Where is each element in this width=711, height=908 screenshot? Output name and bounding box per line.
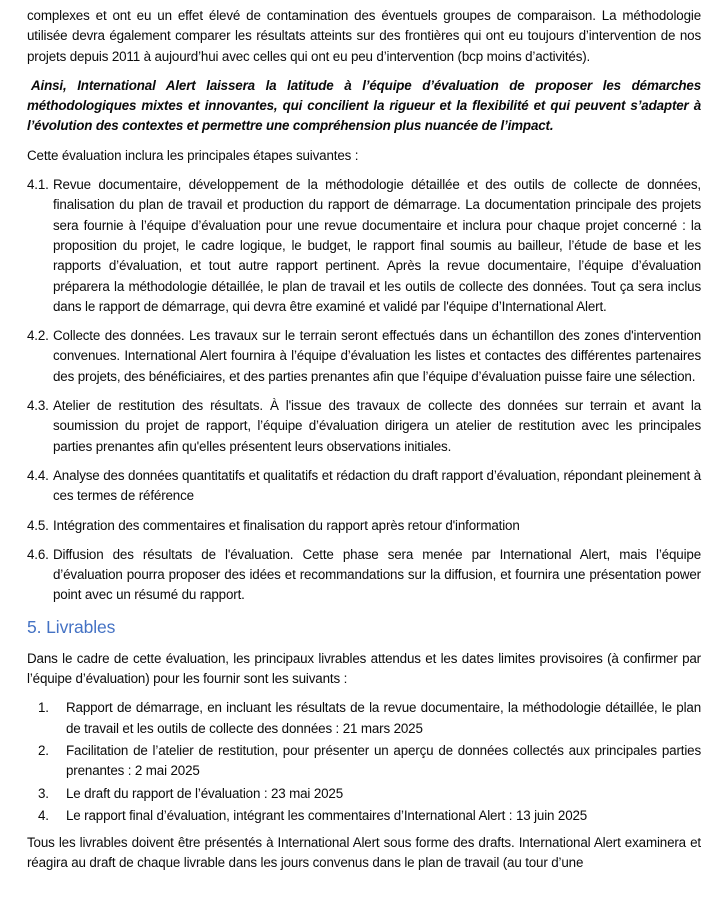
step-text: Collecte des données. Les travaux sur le terrain seront effectués dans un échantillon des zones d'intervention convenues. International Alert fournira à l’équipe d’évaluation les listes et contactes des différentes partenaires des projets, des bénéficiaires, et des parties prenantes afin que l’équipe d’évaluation puisse faire une sélection. (53, 328, 701, 384)
section-heading-livrables: 5. Livrables (27, 616, 116, 637)
step-number: 4.6. (27, 546, 49, 562)
step-item-4-6 (27, 545, 701, 606)
deliverable-number: 1. (38, 700, 49, 716)
step-text: Diffusion des résultats de l'évaluation. Cette phase sera menée par International Alert, mais l’équipe d’évaluation pourra proposer des idées et recommandations sur la diffusion, et fournira une présentation power point avec un résumé du rapport. (53, 546, 701, 603)
step-number: 4.4. (27, 467, 49, 483)
steps-list (27, 175, 701, 606)
deliverable-item-1 (38, 698, 701, 739)
step-text: Intégration des commentaires et finalisation du rapport après retour d'information (53, 517, 520, 533)
paragraph-deliverables-lead: Dans le cadre de cette évaluation, les principaux livrables attendus et les dates limites provisoires (à confirmer par l’équipe d’évaluation) pour les fournir sont les suivants : (27, 650, 701, 687)
deliverable-item-2 (38, 741, 701, 782)
paragraph-closing: Tous les livrables doivent être présentés à International Alert sous forme des drafts. International Alert examinera et réagira au draft de chaque livrable dans les jours convenus dans le plan de travail (au tour d’une (27, 835, 701, 871)
deliverable-text: Rapport de démarrage, en incluant les résultats de la revue documentaire, la méthodologie détaillée, le plan de travail et les outils de collecte des données : 21 mars 2025 (66, 700, 701, 736)
step-number: 4.3. (27, 398, 49, 414)
step-item-4-5 (27, 516, 701, 536)
step-item-4-2 (27, 326, 701, 387)
step-number: 4.2. (27, 328, 49, 344)
deliverable-number: 4. (38, 807, 49, 823)
step-item-4-1 (27, 175, 701, 317)
step-item-4-4 (27, 466, 701, 507)
paragraph-methodology: complexes et ont eu un effet élevé de contamination des éventuels groupes de comparaison. La méthodologie utilisée devra également comparer les résultats atteints sur des frontières qui ont eu toujours d’intervention de nos projets depuis 2011 à aujourd’hui avec celles qui ont eu peu d’intervention (bcp moins d’activités). (27, 8, 701, 64)
step-number: 4.5. (27, 517, 49, 533)
step-text: Revue documentaire, développement de la méthodologie détaillée et des outils de collecte de données, finalisation du plan de travail et production du rapport de démarrage. La documentation principale des projets sera fournie à l’équipe d’évaluation pour une revue documentaire et inclura pour chaque projet concerné : la proposition du projet, le cadre logique, le budget, le rapport final soumis au bailleur, l’étude de base et les rapports d’évaluation, et tout autre rapport pertinent. Après la revue documentaire, l’équipe d’évaluation préparera la méthodologie détaillée, le plan de travail et les outils de collecte des données. Tout ça sera inclus dans le rapport de démarrage, qui devra être examiné et validé par l'équipe d’International Alert. (53, 177, 701, 314)
deliverable-item-4 (38, 806, 701, 826)
step-text: Atelier de restitution des résultats. À l'issue des travaux de collecte des données sur terrain et avant la soumission du projet de rapport, l’équipe d’évaluation dirigera un atelier de restitution avec les principales parties prenantes afin qu'elles présentent leurs observations initiales. (53, 398, 701, 454)
paragraph-steps-lead: Cette évaluation inclura les principales étapes suivantes : (27, 147, 359, 163)
deliverable-text: Le draft du rapport de l’évaluation : 23 mai 2025 (66, 785, 344, 801)
deliverable-number: 2. (38, 742, 49, 758)
step-text: Analyse des données quantitatifs et qualitatifs et rédaction du draft rapport d’évaluation, répondant pleinement à ces termes de référence (53, 467, 701, 504)
deliverable-text: Le rapport final d’évaluation, intégrant les commentaires d’International Alert : 13 juin 2025 (66, 807, 588, 823)
deliverable-text: Facilitation de l’atelier de restitution, pour présenter un aperçu de données collectés aux principales parties prenantes : 2 mai 2025 (66, 742, 701, 779)
step-item-4-3 (27, 396, 701, 457)
deliverable-number: 3. (38, 785, 49, 801)
paragraph-emphasis-alert: Ainsi, International Alert laissera la latitude à l’équipe d’évaluation de proposer les démarches méthodologiques mixtes et innovantes, qui concilient la rigueur et la flexibilité et qui peuvent s’adapter à l’évolution des contextes et permettre une compréhension plus nuancée de l’impact. (27, 77, 701, 134)
step-number: 4.1. (27, 177, 49, 193)
deliverable-item-3 (38, 784, 701, 804)
deliverables-list (27, 698, 701, 826)
